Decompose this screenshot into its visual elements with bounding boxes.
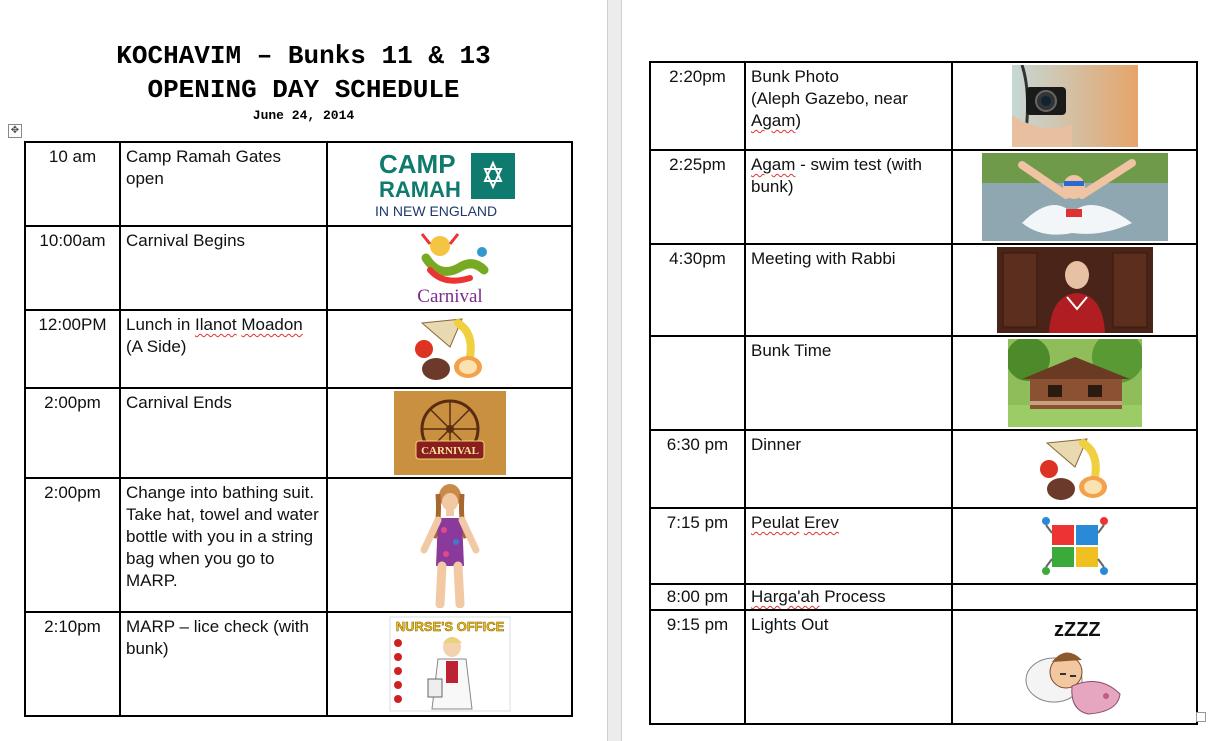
table-row [650,62,1197,150]
svg-text:RAMAH: RAMAH [378,177,461,202]
table-row [25,142,572,226]
activity-cell[interactable]: Meeting with Rabbi [745,244,952,336]
empty-picture-cell[interactable] [952,584,1197,610]
carnival-clown-image [327,226,572,310]
spellcheck-word: Peulat [751,513,800,532]
girl-swimsuit-image [327,478,572,612]
swimming-girl-image [952,150,1197,244]
schedule-table-right [649,61,1198,725]
time-cell[interactable]: 2:25pm [650,150,745,244]
page-gutter [607,0,622,741]
activity-cell[interactable]: Carnival Ends [120,388,327,478]
time-cell[interactable]: 2:20pm [650,62,745,150]
activity-cell[interactable]: Bunk Photo (Aleph Gazebo, near Agam) [745,62,952,150]
activity-cell[interactable]: Harga'ah Process [745,584,952,610]
svg-text:CAMP: CAMP [378,149,456,179]
svg-text:Carnival: Carnival [416,286,483,306]
activity-cell[interactable]: Bunk Time [745,336,952,430]
time-cell[interactable]: 8:00 pm [650,584,745,610]
activity-cell[interactable]: Lights Out [745,610,952,724]
time-cell[interactable] [650,336,745,430]
bunk-cabin-image [952,336,1197,430]
camp-ramah-logo [327,142,572,226]
spellcheck-word: Moadon [241,315,303,334]
table-row [650,430,1197,508]
document-page-left [0,0,607,741]
table-row [650,508,1197,584]
spellcheck-word: Erev [803,513,839,532]
nurse-office-image [327,612,572,716]
time-cell[interactable]: 12:00PM [25,310,120,388]
table-row [650,584,1197,610]
spellcheck-word: Ilanot [195,315,237,334]
sleeping-cartoon-image [952,610,1197,724]
spellcheck-word: Agam [751,155,796,174]
document-date: June 24, 2014 [252,108,355,123]
table-row [650,336,1197,430]
carnival-ferris-wheel-image [327,388,572,478]
time-cell[interactable]: 4:30pm [650,244,745,336]
activity-cell[interactable]: Agam - swim test (with bunk) [745,150,952,244]
table-row [650,150,1197,244]
move-handle-icon[interactable]: ✥ [8,124,22,138]
spellcheck-word: Agam [751,111,796,130]
spellcheck-word: Harga'ah [751,587,820,606]
svg-text:zZZZ: zZZZ [1053,619,1101,641]
lunch-food-image [327,310,572,388]
activity-cell[interactable]: Lunch in Ilanot Moadon (A Side) [120,310,327,388]
puzzle-team-image [952,508,1197,584]
table-row [25,612,572,716]
svg-text:NURSE'S OFFICE: NURSE'S OFFICE [395,619,504,634]
activity-cell[interactable]: Change into bathing suit. Take hat, towel and water bottle with you in a string bag when you go to MARP. [120,478,327,612]
svg-text:CARNIVAL: CARNIVAL [420,445,479,457]
table-row [650,244,1197,336]
time-cell[interactable]: 10 am [25,142,120,226]
table-row [25,226,572,310]
camera-photo-image [952,62,1197,150]
dinner-food-image [952,430,1197,508]
activity-cell[interactable]: Carnival Begins [120,226,327,310]
schedule-table-left [24,141,573,717]
time-cell[interactable]: 2:00pm [25,478,120,612]
table-row [25,310,572,388]
time-cell[interactable]: 6:30 pm [650,430,745,508]
time-cell[interactable]: 9:15 pm [650,610,745,724]
time-cell[interactable]: 7:15 pm [650,508,745,584]
document-subtitle: OPENING DAY SCHEDULE [147,75,460,105]
time-cell[interactable]: 2:10pm [25,612,120,716]
table-row [25,478,572,612]
activity-cell[interactable]: Camp Ramah Gates open [120,142,327,226]
resize-handle-icon[interactable] [1196,712,1206,722]
activity-cell[interactable] [745,508,952,584]
table-row [25,388,572,478]
activity-cell[interactable]: MARP – lice check (with bunk) [120,612,327,716]
time-cell[interactable]: 2:00pm [25,388,120,478]
time-cell[interactable]: 10:00am [25,226,120,310]
activity-cell[interactable]: Dinner [745,430,952,508]
rabbi-photo-image [952,244,1197,336]
svg-text:IN NEW ENGLAND: IN NEW ENGLAND [374,203,497,219]
document-title: KOCHAVIM – Bunks 11 & 13 [116,41,491,71]
table-row [650,610,1197,724]
text-cursor [571,606,572,622]
